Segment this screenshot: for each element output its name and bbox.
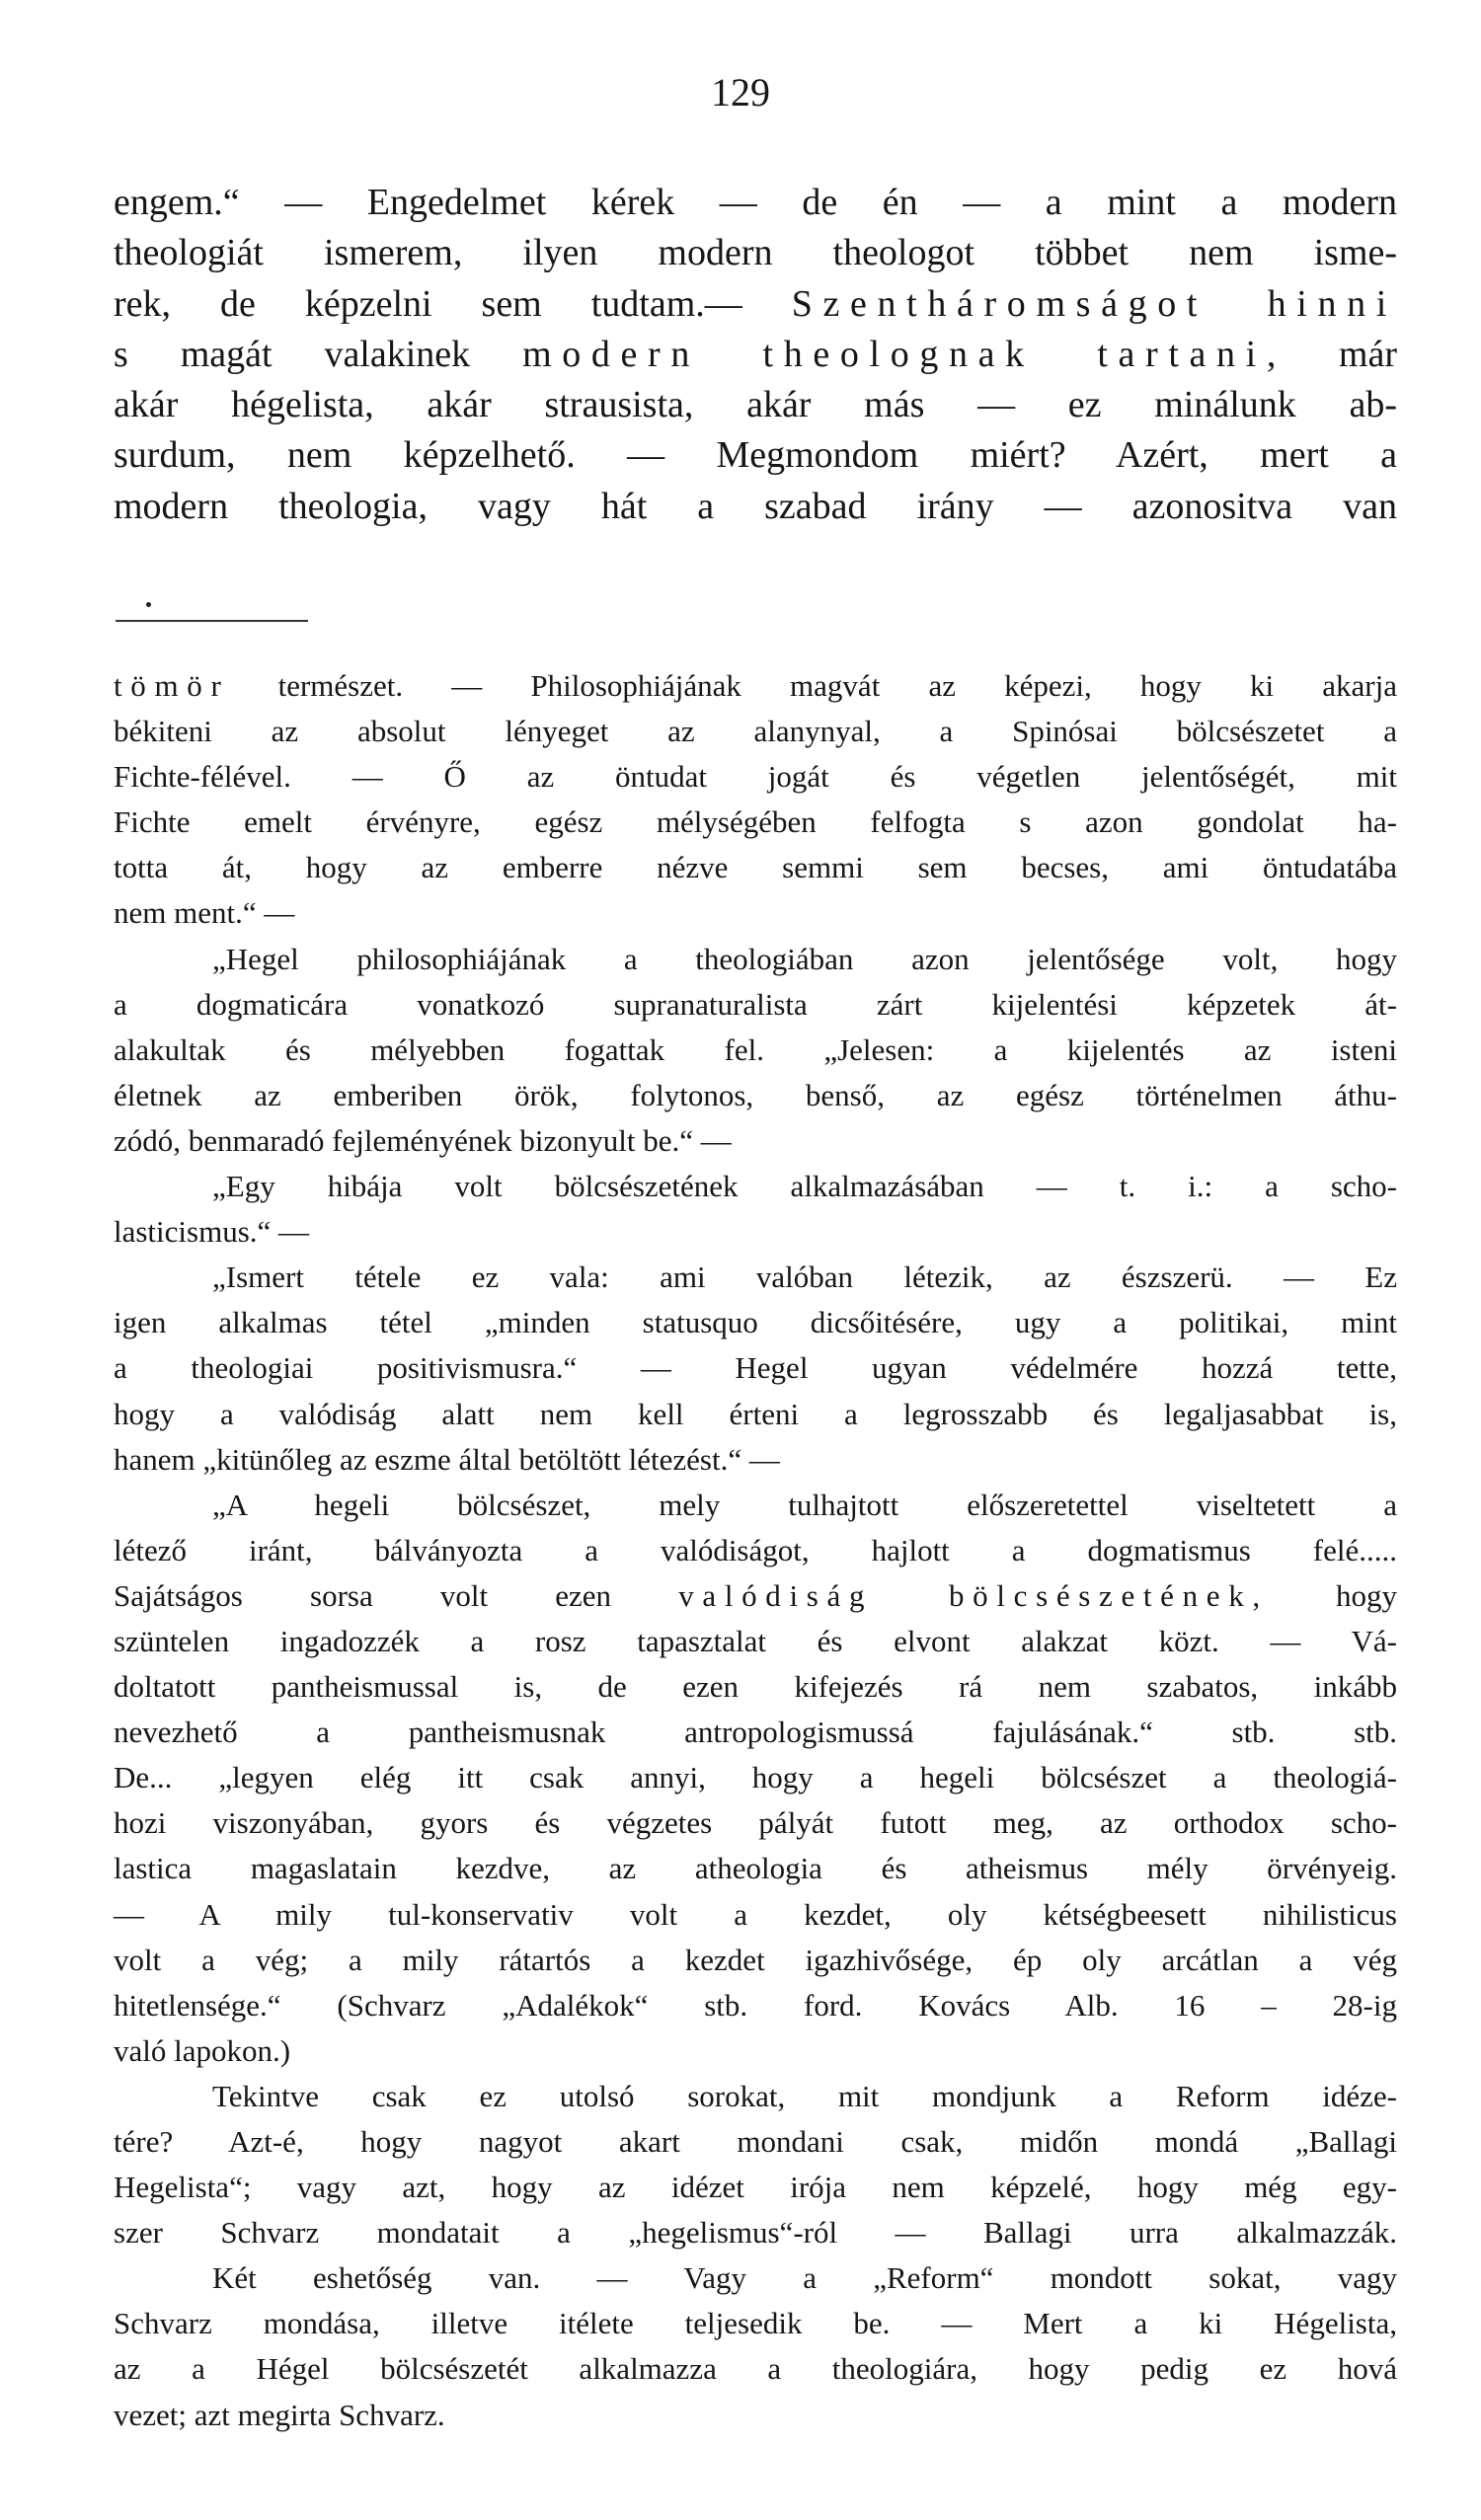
footnote-line [114, 1619, 1397, 1664]
main-text-line [114, 178, 1397, 228]
text-run: Schvarz mondása, illetve itélete teljesedik be. — Mert a ki Hégelista, [114, 2306, 1397, 2341]
text-run: totta át, hogy az emberre nézve semmi sem becses, ami öntudatába [114, 850, 1397, 885]
main-text-line [114, 330, 1397, 380]
text-run: természet. — Philosophiájának magvát az képezi, hogy ki akarja [229, 668, 1397, 703]
footnote-line [114, 1118, 1397, 1164]
footnote-line [114, 1483, 1397, 1528]
text-run: Sajátságos sorsa volt ezen [114, 1577, 679, 1613]
footnote-line [114, 1300, 1397, 1345]
spaced-emphasis-text: modern theolognak tartani, [522, 333, 1286, 375]
text-run: nem ment.“ — [114, 895, 295, 931]
text-run: engem.“ — Engedelmet kérek — de én — a mint a modern [114, 182, 1397, 223]
footnote-line [114, 1846, 1397, 1891]
main-text-line [114, 228, 1397, 278]
text-run: szer Schvarz mondatait a „hegelismus“-ról — Ballagi urra alkalmazzák. [114, 2215, 1397, 2251]
footnote-line [114, 1255, 1397, 1300]
footnote-line [114, 2119, 1397, 2165]
footnote-line [114, 937, 1397, 982]
main-text [114, 178, 1397, 532]
text-run: rek, de képzelni sem tudtam.— [114, 282, 792, 325]
text-run: surdum, nem képzelhető. — Megmondom miért? Azért, mert a [114, 434, 1397, 477]
footnote-line [114, 1392, 1397, 1437]
footnote-text [114, 663, 1397, 2438]
text-run: szüntelen ingadozzék a rosz tapasztalat és elvont alakzat közt. — Vá- [114, 1623, 1397, 1658]
ink-dot [146, 602, 151, 607]
footnote-line [114, 2028, 1397, 2074]
footnote-line [114, 1755, 1397, 1800]
text-run: — A mily tul-konservativ volt a kezdet, oly kétségbeesett nihilisticus [114, 1896, 1397, 1932]
footnote-line [114, 2255, 1397, 2301]
spaced-emphasis-text: tömör [114, 668, 230, 703]
text-run: való lapokon.) [114, 2032, 291, 2068]
text-run: theologiát ismerem, ilyen modern theologot többet nem isme- [114, 232, 1397, 274]
text-run: lasticismus.“ — [114, 1214, 310, 1250]
footnote-line [114, 2393, 1397, 2438]
text-run: zódó, benmaradó fejleményének bizonyult be.“ — [114, 1122, 732, 1158]
text-run: lastica magaslatain kezdve, az atheologia és atheismus mély örvényeig. [114, 1851, 1397, 1886]
text-run: vezet; azt megirta Schvarz. [114, 2397, 445, 2432]
text-run: életnek az emberiben örök, folytonos, benső, az egész történelmen áthu- [114, 1077, 1397, 1112]
text-run: volt a vég; a mily rátartós a kezdet igazhivősége, ép oly arcátlan a vég [114, 1942, 1397, 1977]
footnote-line [114, 1892, 1397, 1938]
footnote-line [114, 709, 1397, 754]
footnote-line [114, 1164, 1397, 1209]
footnote-line [114, 2210, 1397, 2255]
text-run: a theologiai positivismusra.“ — Hegel ugyan védelmére hozzá tette, [114, 1350, 1397, 1386]
footnote-line [114, 1073, 1397, 1118]
text-run: modern theologia, vagy hát a szabad irány — azonositva van [114, 485, 1397, 527]
text-run: hogy [1268, 1577, 1397, 1613]
spaced-emphasis-text: valódiság bölcsészetének, [678, 1577, 1269, 1613]
footnote-line [114, 2165, 1397, 2210]
text-run: Fichte emelt érvényre, egész mélységében felfogta s azon gondolat ha- [114, 804, 1397, 840]
footnote-line [114, 1437, 1397, 1483]
text-run: az a Hégel bölcsészetét alkalmazza a theologiára, hogy pedig ez hová [114, 2351, 1397, 2387]
footnote-line [114, 890, 1397, 936]
main-text-line [114, 430, 1397, 481]
footnote-line [114, 1664, 1397, 1710]
footnote-line [114, 2074, 1397, 2119]
text-run: Tekintve csak ez utolsó sorokat, mit mondjunk a Reform idéze- [212, 2078, 1397, 2113]
text-run: hitetlensége.“ (Schvarz „Adalékok“ stb. ford. Kovács Alb. 16 – 28-ig [114, 1987, 1397, 2023]
footnote-line [114, 1345, 1397, 1391]
text-run: békiteni az absolut lényeget az alanynyal, a Spinósai bölcsészetet a [114, 714, 1397, 749]
main-text-line [114, 279, 1397, 330]
footnote-line [114, 1528, 1397, 1573]
text-run: De... „legyen elég itt csak annyi, hogy a hegeli bölcsészet a theologiá- [114, 1760, 1397, 1795]
footnote-line [114, 663, 1397, 709]
text-run: „Egy hibája volt bölcsészetének alkalmazásában — t. i.: a scho- [212, 1169, 1397, 1204]
text-run: hogy a valódiság alatt nem kell érteni a legrosszabb és legaljasabbat is, [114, 1396, 1397, 1431]
text-run: „Hegel philosophiájának a theologiában azon jelentősége volt, hogy [212, 941, 1397, 976]
text-run: „Ismert tétele ez vala: ami valóban létezik, az észszerü. — Ez [212, 1260, 1397, 1295]
text-run: nevezhető a pantheismusnak antropologismussá fajulásának.“ stb. stb. [114, 1715, 1397, 1750]
footnote-line [114, 800, 1397, 845]
text-run: akár hégelista, akár strausista, akár más — ez minálunk ab- [114, 384, 1397, 426]
text-run: Két eshetőség van. — Vagy a „Reform“ mondott sokat, vagy [212, 2260, 1397, 2296]
footnote-line [114, 1028, 1397, 1073]
main-text-line [114, 380, 1397, 430]
main-text-line [114, 482, 1397, 532]
text-run: hanem „kitünőleg az eszme által betöltött létezést.“ — [114, 1441, 780, 1477]
footnote-line [114, 982, 1397, 1028]
text-run: létező iránt, bálványozta a valódiságot, hajlott a dogmatismus felé..... [114, 1532, 1397, 1567]
footnote-line [114, 1800, 1397, 1846]
footnote-line [114, 1938, 1397, 1983]
spaced-emphasis-text: Szentháromságot hinni [791, 282, 1397, 325]
text-run: hozi viszonyában, gyors és végzetes pályát futott meg, az orthodox scho- [114, 1805, 1397, 1841]
footnote-line [114, 1209, 1397, 1255]
footnote-line [114, 2346, 1397, 2392]
text-run: tére? Azt-é, hogy nagyot akart mondani csak, midőn mondá „Ballagi [114, 2124, 1397, 2159]
text-run: a dogmaticára vonatkozó supranaturalista zárt kijelentési képzetek át- [114, 986, 1397, 1022]
page-number: 129 [711, 70, 770, 115]
footnote-line [114, 2301, 1397, 2346]
text-run: Fichte-félével. — Ő az öntudat jogát és végetlen jelentőségét, mit [114, 759, 1397, 795]
text-run: s magát valakinek [114, 333, 523, 375]
text-run: Hegelista“; vagy azt, hogy az idézet irója nem képzelé, hogy még egy- [114, 2170, 1397, 2205]
footnote-separator-rule [116, 620, 308, 622]
footnote-line [114, 1573, 1397, 1619]
text-run: alakultak és mélyebben fogattak fel. „Jelesen: a kijelentés az isteni [114, 1031, 1397, 1067]
footnote-line [114, 1983, 1397, 2028]
footnote-line [114, 845, 1397, 890]
text-run: „A hegeli bölcsészet, mely tulhajtott előszeretettel viseltetett a [212, 1487, 1397, 1522]
text-run: igen alkalmas tétel „minden statusquo dicsőitésére, ugy a politikai, mint [114, 1305, 1397, 1340]
footnote-line [114, 1710, 1397, 1755]
text-run: már [1286, 333, 1397, 375]
text-run: doltatott pantheismussal is, de ezen kifejezés rá nem szabatos, inkább [114, 1669, 1397, 1705]
footnote-line [114, 754, 1397, 800]
